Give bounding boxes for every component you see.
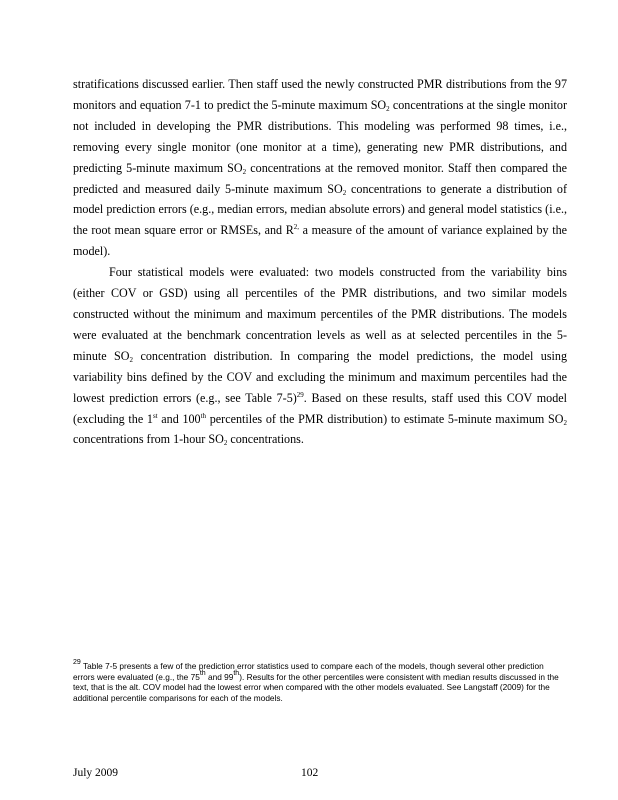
text-run: stratifications discussed earlier. Then staff used the newly constructed PMR distributions from the 97 monitors and equation 7-1 to predict the 5-minute maximum SO bbox=[73, 77, 567, 112]
footer-date: July 2009 bbox=[73, 767, 119, 779]
so2-subscript: 2 bbox=[386, 104, 390, 113]
text-run: concentrations to generate a distribution of model prediction errors (e.g., median errors, median absolute errors) and general model statistics (i.e., the root mean square error or RMSEs, and R bbox=[73, 181, 568, 238]
body-text bbox=[73, 74, 567, 450]
text-run: a measure of the amount of variance explained by the model). bbox=[73, 223, 567, 259]
text-run: and 99 bbox=[205, 671, 234, 682]
ordinal-superscript: th bbox=[200, 411, 207, 420]
text-run: percentiles of the PMR distribution) to estimate 5-minute maximum SO bbox=[206, 411, 564, 426]
paragraph-2 bbox=[73, 262, 567, 450]
so2-subscript: 2 bbox=[242, 167, 247, 176]
footnote-text bbox=[73, 661, 567, 703]
footnote bbox=[73, 661, 567, 703]
text-run: Four statistical models were evaluated: two models constructed from the variability bins (either COV or GSD) using all percentiles of the PMR distributions, and two similar models constructed without the minimum and maximum percentiles of the PMR distributions. The models were evaluated at the benchmark concentration levels as well as at selected percentiles in the 5-minute SO bbox=[73, 265, 567, 363]
text-run: ). Results for the other percentiles were consistent with median results discussed in the text, that is the alt. COV model had the lowest error when compared with the other models evaluated. See Langstaff (2009) for the additional percentile comparisons for each of the models. bbox=[73, 671, 559, 703]
footnote-reference[interactable]: 29 bbox=[296, 390, 304, 399]
page-number: 102 bbox=[301, 767, 319, 779]
text-run: concentrations. bbox=[227, 432, 304, 447]
text-run: concentrations from 1-hour SO bbox=[73, 432, 224, 447]
r-squared-superscript: 2, bbox=[293, 223, 300, 232]
paragraph-1 bbox=[73, 74, 567, 262]
so2-subscript: 2 bbox=[342, 188, 347, 197]
text-run: concentrations at the single monitor not included in developing the PMR distributions. This modeling was performed 98 times, i.e., removing every single monitor (one monitor at a time), generating new PMR distributions, and predicting 5-minute maximum SO bbox=[73, 97, 567, 175]
ordinal-superscript: st bbox=[152, 411, 158, 420]
text-run: concentrations at the removed monitor. Staff then compared the predicted and measured daily 5-minute maximum SO bbox=[73, 160, 568, 196]
text-run: concentration distribution. In comparing the model predictions, the model using variability bins defined by the COV and excluding the minimum and maximum percentiles had the lowest prediction errors (e.g., see Table 7-5) bbox=[73, 348, 567, 405]
footnote-number: 29 bbox=[73, 659, 81, 666]
ordinal-superscript: th bbox=[233, 669, 240, 677]
text-run: Table 7-5 presents a few of the prediction error statistics used to compare each of the models, though several other prediction errors were evaluated (e.g., the 75 bbox=[73, 661, 544, 682]
page-footer bbox=[73, 767, 567, 781]
so2-subscript: 2 bbox=[223, 439, 228, 448]
text-run: and 100 bbox=[157, 411, 201, 426]
text-run: . Based on these results, staff used this COV model (excluding the 1 bbox=[73, 390, 567, 426]
so2-subscript: 2 bbox=[563, 418, 567, 427]
ordinal-superscript: th bbox=[199, 669, 206, 677]
so2-subscript: 2 bbox=[129, 355, 134, 364]
